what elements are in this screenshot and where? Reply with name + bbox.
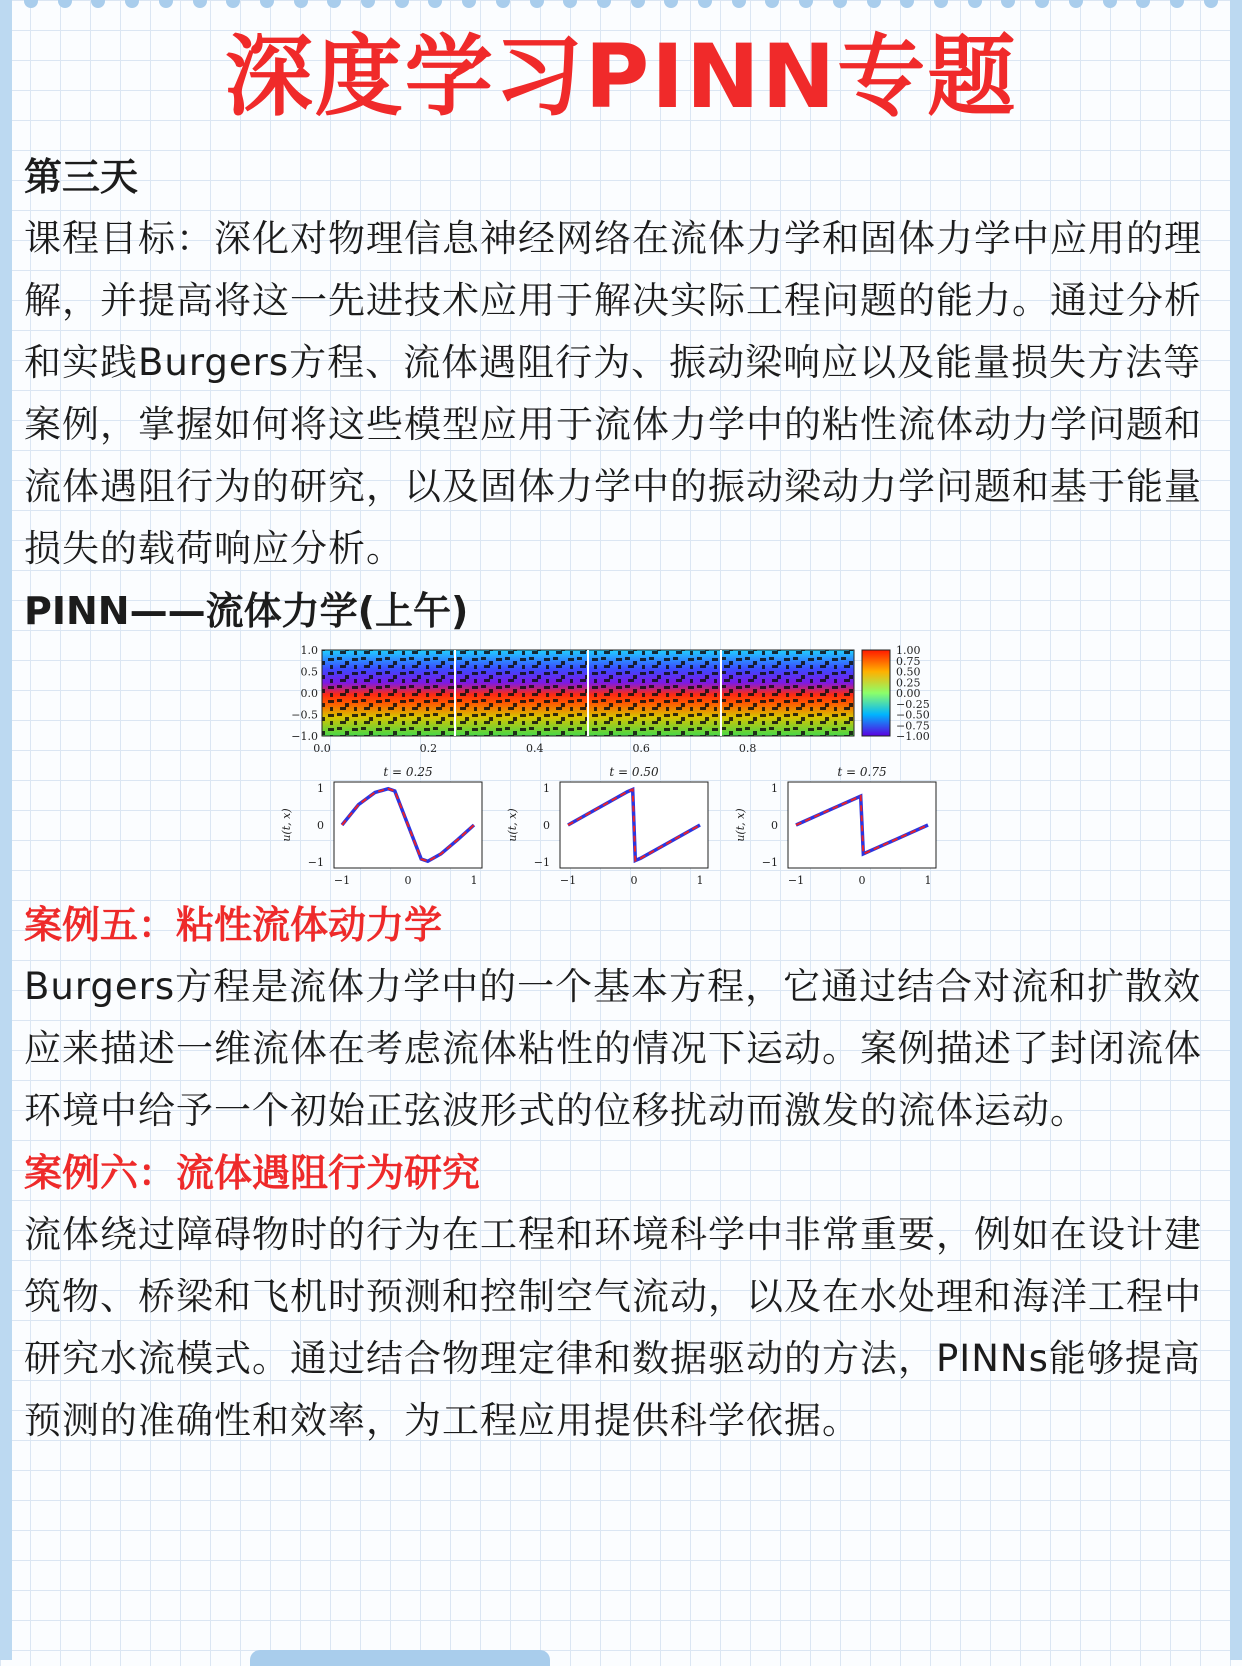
case6-heading: 案例六：流体遇阻行为研究: [24, 1151, 481, 1195]
slice-plot-x-tick: −1: [559, 874, 577, 887]
slice-plot-y-tick: −1: [761, 856, 778, 869]
slice-plot-title: t = 0.50: [609, 765, 659, 779]
case5-text: Burgers方程是流体力学中的一个基本方程，它通过结合对流和扩散效应来描述一维流体在考虑流体粘性的情况下运动。案例描述了封闭流体环境中给予一个初始正弦波形式的位移扰动而激发的流体运动。: [24, 965, 1202, 1132]
slice-plot-x-tick: 0: [858, 874, 866, 887]
slice-plot-y-tick: 0: [771, 819, 778, 832]
slice-plot-x-tick: −1: [787, 874, 805, 887]
slice-plot-title: t = 0.75: [837, 765, 887, 779]
figure-svg: [0, 642, 1242, 894]
slice-plot-x-tick: 0: [404, 874, 412, 887]
colorbar-tick: −1.00: [896, 730, 930, 743]
colorbar-tick: 1.00: [896, 644, 921, 657]
page-title: 深度学习PINN专题: [224, 25, 1018, 128]
slice-plot-title: t = 0.25: [383, 765, 433, 779]
heatmap-x-tick: 0.0: [313, 742, 331, 755]
case5-heading: 案例五：粘性流体动力学: [24, 903, 443, 947]
slice-plot-x-tick: 1: [470, 874, 478, 887]
slice-plot-x-tick: −1: [333, 874, 351, 887]
colorbar-tick: 0.75: [896, 654, 921, 668]
section-heading: PINN——流体力学(上午): [24, 589, 469, 633]
slice-plot-y-tick: 0: [317, 819, 324, 832]
heatmap-x-tick: 0.2: [419, 742, 438, 755]
case6-text: 流体绕过障碍物时的行为在工程和环境科学中非常重要，例如在设计建筑物、桥梁和飞机时预测和控制空气流动，以及在水处理和海洋工程中研究水流模式。通过结合物理定律和数据驱动的方法，PINNs能够提高预测的准确性和效率，为工程应用提供科学依据。: [24, 1213, 1202, 1442]
heatmap-x-tick: 0.6: [632, 742, 650, 755]
heatmap-y-tick: −0.5: [291, 708, 318, 722]
heatmap-y-tick: −1.0: [291, 730, 318, 743]
heatmap-y-tick: 0.5: [300, 665, 318, 679]
slice-plot-ylabel: u(t, x): [280, 808, 293, 842]
colorbar-tick: −0.25: [896, 697, 930, 711]
heatmap-x-tick: 0.4: [526, 742, 544, 755]
slice-plot-y-tick: 1: [771, 782, 778, 795]
slice-plot-x-tick: 0: [630, 874, 638, 887]
objective-paragraph: 课程目标：深化对物理信息神经网络在流体力学和固体力学中应用的理解，并提高将这一先进技术应用于解决实际工程问题的能力。通过分析和实践Burgers方程、流体遇阻行为、振动梁响应以及能量损失方法等案例，掌握如何将这些模型应用于流体力学中的粘性流体动力学问题和流体遇阻行为的研究，以及固体力学中的振动梁动力学问题和基于能量损失的载荷响应分析。: [24, 217, 1202, 570]
slice-plot-y-tick: 0: [543, 819, 550, 832]
slice-plots: [280, 765, 936, 887]
colorbar-tick: 0.00: [896, 687, 921, 700]
heatmap-y-tick: 1.0: [300, 644, 318, 657]
colorbar-tick: 0.50: [896, 665, 921, 679]
slice-plot-ylabel: u(t, x): [506, 808, 519, 842]
slice-plot-y-tick: −1: [307, 856, 324, 869]
colorbar-tick: 0.25: [896, 676, 921, 690]
bottom-decoration: [250, 1650, 550, 1666]
heatmap-x-tick: 0.8: [738, 742, 757, 755]
heatmap-panel: [291, 644, 929, 755]
colorbar-tick: −0.50: [896, 708, 930, 722]
slice-plot-x-tick: 1: [924, 874, 932, 887]
article-body: [24, 146, 1224, 1452]
slice-plot-ylabel: u(t, x): [734, 808, 747, 842]
slice-plot-y-tick: 1: [543, 782, 550, 795]
slice-plot-y-tick: −1: [533, 856, 550, 869]
slice-plot-x-tick: 1: [696, 874, 704, 887]
burgers-figure: [0, 642, 1242, 894]
colorbar: [862, 650, 890, 736]
slice-plot-y-tick: 1: [317, 782, 324, 795]
colorbar-tick: −0.75: [896, 719, 930, 733]
decorative-dots: [24, 0, 1218, 10]
day-heading: 第三天: [24, 155, 139, 199]
heatmap-y-tick: 0.0: [300, 687, 318, 700]
